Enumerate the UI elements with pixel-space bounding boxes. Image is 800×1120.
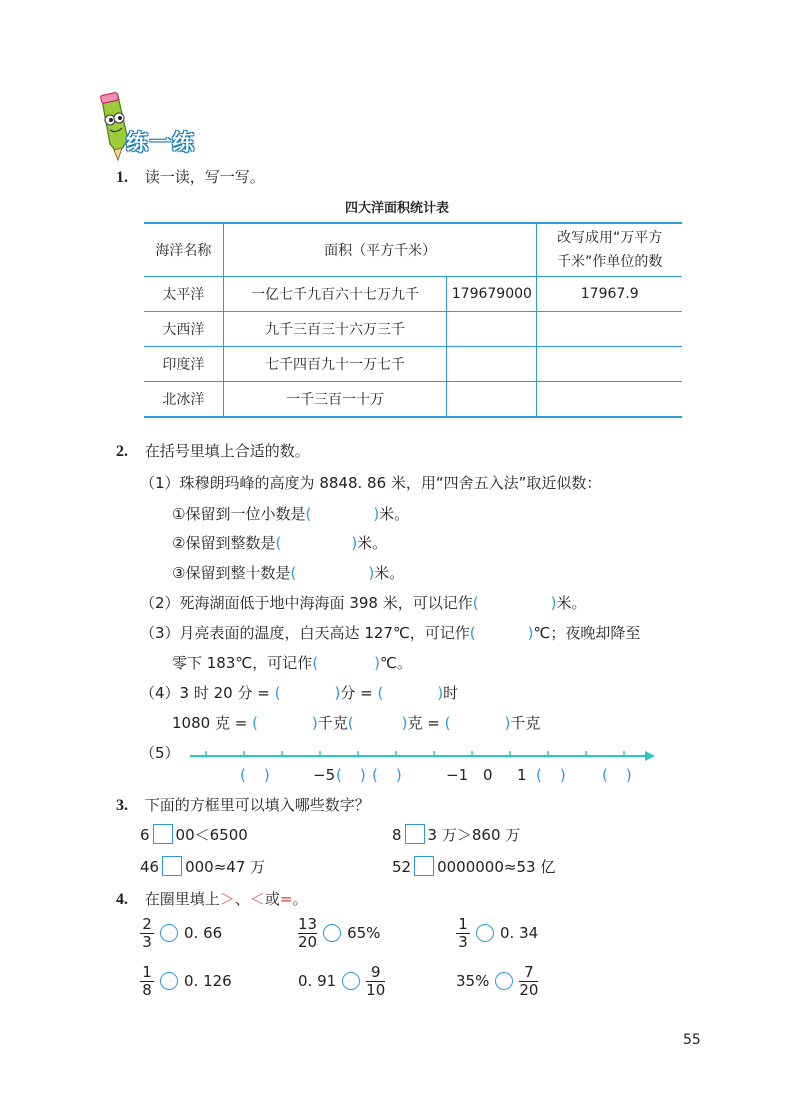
- row-converted: 17967.9: [537, 277, 682, 312]
- q2-part4b: [172, 712, 540, 733]
- row-digits: 179679000: [447, 277, 537, 312]
- fraction: $\frac{7}{20}$: [519, 963, 539, 999]
- answer-blank[interactable]: ( ): [274, 684, 341, 702]
- compare-item-3: $\frac{1}{3}$ 0. 34: [456, 916, 538, 951]
- row-converted-blank[interactable]: [537, 312, 682, 347]
- q2-part1a-text: ①保留到一位小数是: [172, 505, 306, 523]
- row-name: 太平洋: [144, 277, 223, 312]
- symbol-lt: ＜: [249, 890, 265, 908]
- compare-item-5: 0. 91 $\frac{9}{10}$: [298, 963, 386, 999]
- q1-prompt: 读一读，写一写。: [144, 168, 265, 186]
- q2-part4-text: （4）3 时 20 分 =: [140, 684, 270, 702]
- unit: 千克: [317, 714, 348, 732]
- row-digits-blank[interactable]: [447, 312, 537, 347]
- q2-part1b: [172, 532, 387, 553]
- row-digits-blank[interactable]: [447, 347, 537, 382]
- q3-item-d: 52 0000000≈53 亿: [392, 858, 556, 876]
- label-neg5: −5: [313, 766, 336, 784]
- col-area-header: 面积（平方千米）: [223, 223, 537, 277]
- q3-item-c: 46 000≈47 万: [140, 858, 266, 876]
- answer-blank[interactable]: ( ): [275, 534, 358, 552]
- fraction: $\frac{13}{20}$: [298, 915, 318, 951]
- col-unit-header: [537, 223, 682, 277]
- compare-item-4: $\frac{1}{8}$ 0. 126: [140, 964, 232, 999]
- digit-box[interactable]: [405, 824, 425, 844]
- q2-number: 2.: [116, 443, 128, 460]
- unit: 分 =: [340, 684, 373, 702]
- answer-blank[interactable]: ( ): [444, 714, 511, 732]
- number-line-blank[interactable]: ( ): [240, 766, 270, 784]
- q2-part1c-text: ③保留到整十数是: [172, 564, 291, 582]
- q2-part2-text: （2）死海湖面低于地中海海面 398 米，可以记作: [140, 594, 473, 612]
- table-row: [144, 277, 682, 312]
- row-name: 北冰洋: [144, 382, 223, 418]
- row-words: 九千三百三十六万三千: [223, 312, 446, 347]
- q2-part1c: [172, 562, 404, 583]
- q4-number: 4.: [116, 891, 128, 908]
- page-number: 55: [683, 1032, 701, 1048]
- answer-blank[interactable]: ( ): [290, 564, 375, 582]
- answer-blank[interactable]: ( ): [377, 684, 444, 702]
- label-one: 1: [517, 766, 527, 784]
- q2-part3b: [172, 652, 412, 673]
- q2-part1b-text: ②保留到整数是: [172, 534, 276, 552]
- compare-item-2: $\frac{13}{20}$ 65%: [298, 915, 381, 951]
- number-line-blank[interactable]: ( ): [602, 766, 632, 784]
- unit: 克 =: [407, 714, 440, 732]
- row-words: 七千四百九十一万七千: [223, 347, 446, 382]
- q1-number: 1.: [116, 169, 128, 186]
- q2-part1: （1）珠穆朗玛峰的高度为 8848. 86 米，用“四舍五入法”取近似数：: [140, 474, 602, 492]
- q3-number: 3.: [116, 797, 128, 814]
- unit: 米。: [357, 534, 388, 552]
- ocean-area-table: [144, 222, 682, 418]
- row-name: 大西洋: [144, 312, 223, 347]
- compare-item-6: 35% $\frac{7}{20}$: [456, 963, 539, 999]
- q3-item-b: 8 3 万＞860 万: [392, 826, 521, 844]
- unit: 时: [443, 684, 459, 702]
- symbol-gt: ＞: [219, 890, 235, 908]
- number-line-arrow: [645, 751, 655, 761]
- compare-circle[interactable]: [160, 924, 178, 942]
- answer-blank[interactable]: ( ): [305, 505, 380, 523]
- fraction: $\frac{1}{3}$: [456, 916, 470, 951]
- fraction: $\frac{9}{10}$: [366, 963, 386, 999]
- answer-blank[interactable]: ( ): [472, 594, 557, 612]
- q2-part2: [140, 592, 586, 613]
- table-row: [144, 347, 682, 382]
- q2-part4: [140, 682, 458, 703]
- compare-circle[interactable]: [160, 972, 178, 990]
- row-converted-blank[interactable]: [537, 347, 682, 382]
- q1-heading: [116, 166, 265, 187]
- label-zero: 0: [483, 766, 493, 784]
- col-unit-line1: 改写成用“万平方: [557, 230, 663, 246]
- label-neg1: −1: [446, 766, 469, 784]
- q2-part1a: [172, 503, 409, 524]
- compare-circle[interactable]: [342, 972, 360, 990]
- q2-part4b-text: 1080 克 =: [172, 714, 248, 732]
- row-words: 一亿七千九百六十七万九千: [223, 277, 446, 312]
- fraction: $\frac{2}{3}$: [140, 916, 154, 951]
- q3-prompt: 下面的方框里可以填入哪些数字？: [144, 796, 370, 814]
- unit: 千克: [510, 714, 541, 732]
- q2-prompt: 在括号里填上合适的数。: [144, 442, 310, 460]
- q3-heading: [116, 794, 370, 815]
- digit-box[interactable]: [162, 856, 182, 876]
- answer-blank[interactable]: ( ): [252, 714, 318, 732]
- compare-item-1: $\frac{2}{3}$ 0. 66: [140, 916, 222, 951]
- table-header-row: [144, 223, 682, 277]
- compare-circle[interactable]: [495, 972, 513, 990]
- q2-part3-mid: ℃；夜晚却降至: [533, 624, 641, 642]
- practice-logo: [88, 92, 208, 162]
- fraction: $\frac{1}{8}$: [140, 964, 154, 999]
- q2-part3: [140, 622, 640, 643]
- answer-blank[interactable]: ( ): [347, 714, 408, 732]
- compare-circle[interactable]: [323, 924, 341, 942]
- row-name: 印度洋: [144, 347, 223, 382]
- unit: 米。: [556, 594, 587, 612]
- q2-part3-text: （3）月亮表面的温度，白天高达 127℃，可记作: [140, 624, 470, 642]
- unit: 米。: [374, 564, 405, 582]
- practice-title: 练一练: [126, 131, 196, 156]
- q4-heading: 4. 在圈里填上＞、＜或=。: [116, 890, 308, 908]
- table-title: 四大洋面积统计表: [345, 201, 450, 216]
- row-words: 一千三百一十万: [223, 382, 446, 418]
- table-row: [144, 312, 682, 347]
- table-row: [144, 382, 682, 418]
- number-line-blank[interactable]: ( ): [372, 766, 402, 784]
- q4-prompt: 在圈里填上: [144, 890, 220, 908]
- unit: ℃。: [379, 654, 412, 672]
- symbol-eq: =: [279, 890, 293, 908]
- row-converted-blank[interactable]: [537, 382, 682, 418]
- number-line-blank[interactable]: ( ): [336, 766, 366, 784]
- q2-part5: （5）: [140, 744, 180, 762]
- q2-part3b-text: 零下 183℃，可记作: [172, 654, 313, 672]
- number-line-blank[interactable]: ( ): [536, 766, 566, 784]
- unit: 米。: [379, 505, 410, 523]
- compare-circle[interactable]: [476, 924, 494, 942]
- number-line-labels: [0, 766, 800, 786]
- q3-item-a: 6 00＜6500: [140, 826, 248, 844]
- answer-blank[interactable]: ( ): [469, 624, 534, 642]
- digit-box[interactable]: [153, 824, 173, 844]
- q2-heading: [116, 440, 310, 461]
- row-digits-blank[interactable]: [447, 382, 537, 418]
- answer-blank[interactable]: ( ): [312, 654, 380, 672]
- col-unit-line2: 千米”作单位的数: [557, 254, 663, 270]
- digit-box[interactable]: [414, 856, 434, 876]
- col-name-header: 海洋名称: [144, 223, 223, 277]
